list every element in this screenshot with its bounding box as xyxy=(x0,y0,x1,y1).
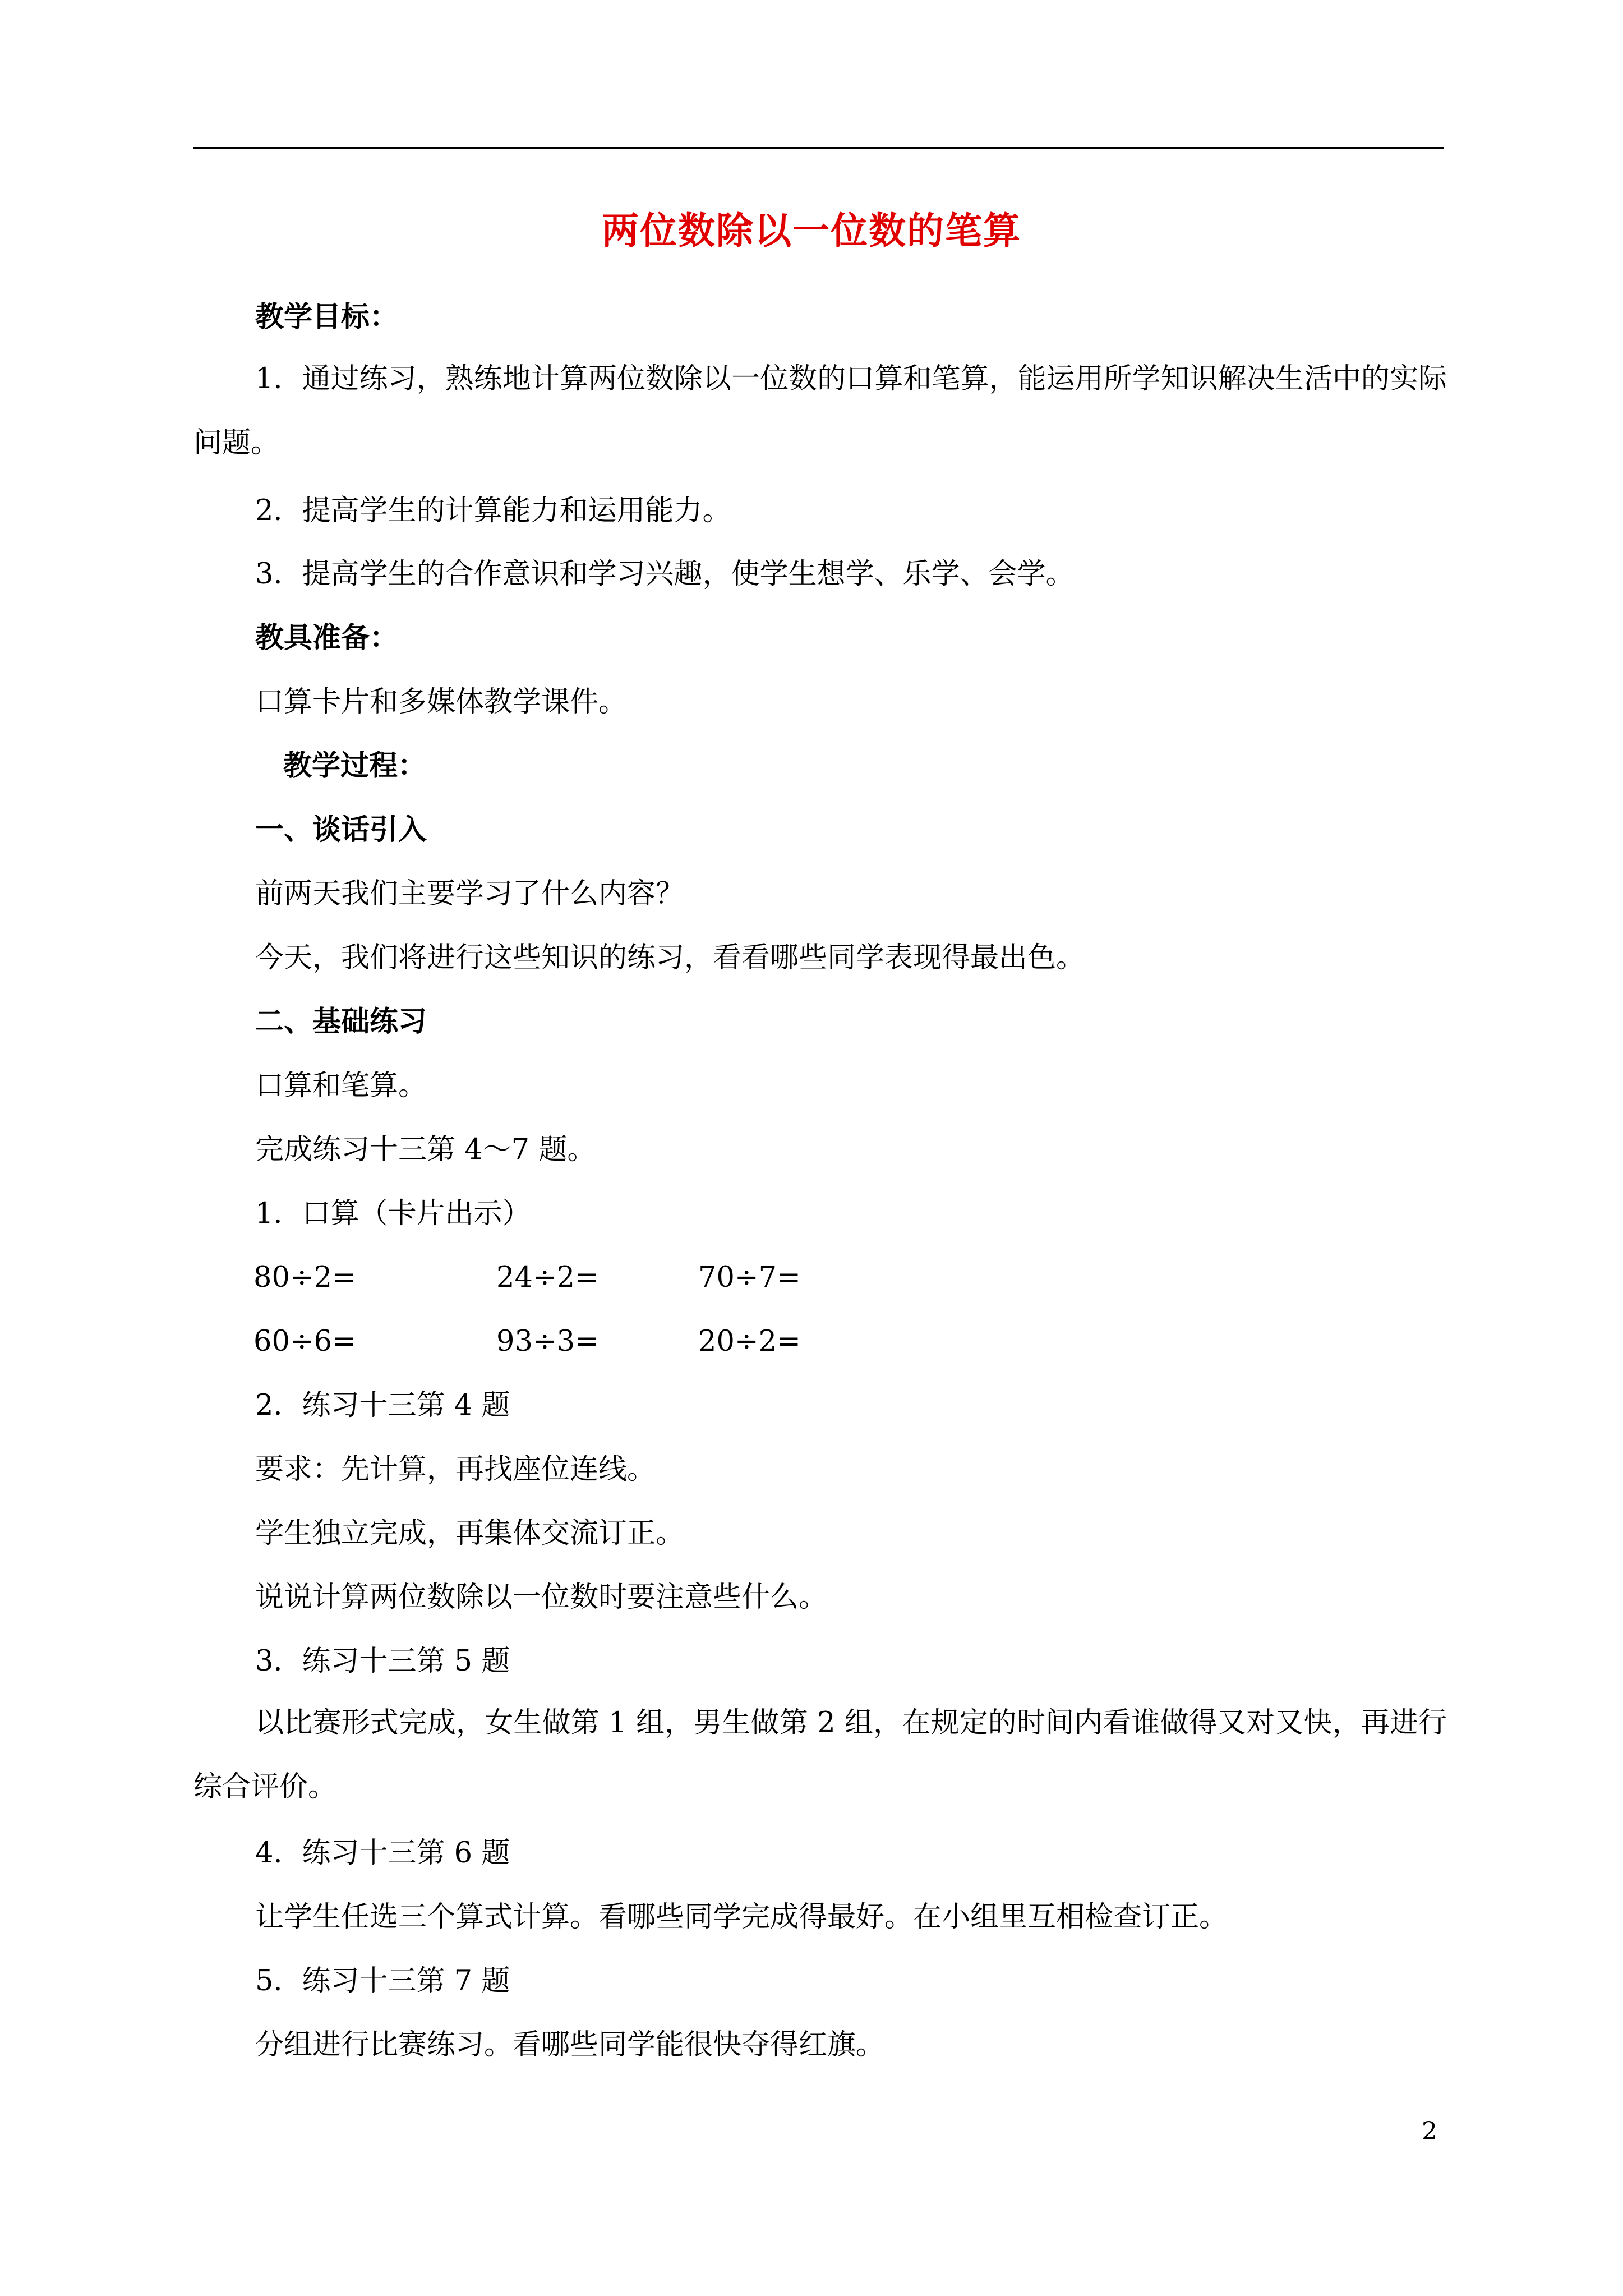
item2-title: 2．练习十三第 4 题 xyxy=(255,1389,510,1422)
process-heading: 教学过程： xyxy=(283,749,427,783)
item3-title: 3．练习十三第 5 题 xyxy=(255,1645,510,1678)
objective-item-1: 1．通过练习，熟练地计算两位数除以一位数的口算和笔算，能运用所学知识解决生活中的实际问题。 xyxy=(193,362,1447,459)
item4-title: 4．练习十三第 6 题 xyxy=(255,1837,510,1870)
calc-24-div-2: 24÷2= xyxy=(496,1261,599,1294)
calc-70-div-7: 70÷7= xyxy=(698,1261,801,1294)
item4-text: 让学生任选三个算式计算。看哪些同学完成得最好。在小组里互相检查订正。 xyxy=(255,1901,1228,1934)
item1-title: 1．口算（卡片出示） xyxy=(255,1197,531,1230)
item2-line-1: 要求：先计算，再找座位连线。 xyxy=(255,1453,656,1486)
document-title: 两位数除以一位数的笔算 xyxy=(602,209,1021,252)
header-rule xyxy=(193,147,1444,149)
item5-text: 分组进行比赛练习。看哪些同学能很快夺得红旗。 xyxy=(255,2028,885,2062)
page-number: 2 xyxy=(1422,2117,1437,2146)
tools-heading: 教具准备： xyxy=(255,621,399,655)
objectives-heading: 教学目标： xyxy=(255,300,399,334)
calc-20-div-2: 20÷2= xyxy=(698,1325,801,1358)
calc-80-div-2: 80÷2= xyxy=(253,1261,356,1294)
objective-item-2: 2．提高学生的计算能力和运用能力。 xyxy=(255,494,731,527)
item3-text: 以比赛形式完成，女生做第 1 组，男生做第 2 组，在规定的时间内看谁做得又对又快，再进行综合评价。 xyxy=(193,1706,1447,1803)
item2-line-3: 说说计算两位数除以一位数时要注意些什么。 xyxy=(255,1581,828,1614)
item5-title: 5．练习十三第 7 题 xyxy=(255,1964,510,1998)
section2-heading: 二、基础练习 xyxy=(255,1005,427,1038)
section2-intro-2: 完成练习十三第 4～7 题。 xyxy=(255,1133,596,1166)
section1-line-1: 前两天我们主要学习了什么内容？ xyxy=(255,877,685,910)
section2-intro-1: 口算和笔算。 xyxy=(255,1069,427,1102)
objective-item-3: 3．提高学生的合作意识和学习兴趣，使学生想学、乐学、会学。 xyxy=(255,558,1075,591)
tools-text: 口算卡片和多媒体教学课件。 xyxy=(255,685,628,719)
calc-60-div-6: 60÷6= xyxy=(253,1325,356,1358)
item2-line-2: 学生独立完成，再集体交流订正。 xyxy=(255,1517,685,1550)
section1-heading: 一、谈话引入 xyxy=(255,813,427,846)
calc-93-div-3: 93÷3= xyxy=(496,1325,599,1358)
section1-line-2: 今天，我们将进行这些知识的练习，看看哪些同学表现得最出色。 xyxy=(255,941,1085,974)
